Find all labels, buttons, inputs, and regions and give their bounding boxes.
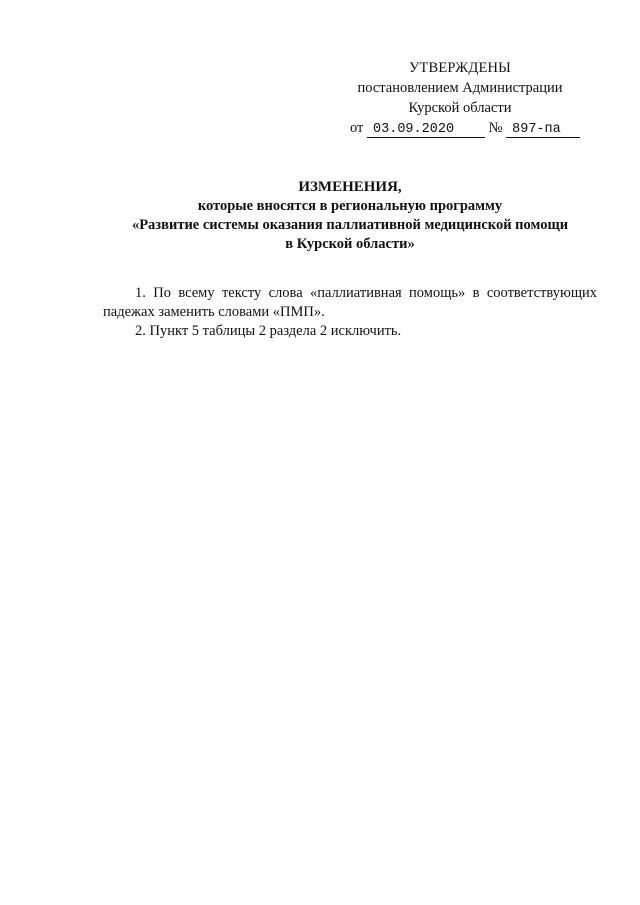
- item-2: 2. Пункт 5 таблицы 2 раздела 2 исключить.: [135, 323, 402, 339]
- heading-line-3: в Курской области»: [285, 236, 415, 252]
- approval-region: Курской области: [408, 100, 512, 116]
- approval-block: [330, 58, 590, 138]
- document-heading: [60, 178, 640, 254]
- document-body: [103, 284, 597, 341]
- approval-date-line: [330, 118, 590, 138]
- heading-line-2: «Развитие системы оказания паллиативной медицинской помощи: [131, 217, 569, 233]
- date-prefix: от: [350, 120, 364, 136]
- approval-issuer: постановлением Администрации: [357, 80, 563, 96]
- approval-date: 03.09.2020: [367, 122, 485, 138]
- approval-title: УТВЕРЖДЕНЫ: [408, 60, 512, 76]
- heading-line-1: которые вносятся в региональную программу: [197, 198, 503, 214]
- number-prefix: №: [488, 120, 503, 136]
- approval-number: 897-па: [506, 122, 580, 138]
- item-1: 1. По всему тексту слова «паллиативная помощь» в соответствующих падежах заменить словами «ПМП».: [103, 285, 597, 320]
- heading-title: ИЗМЕНЕНИЯ,: [298, 179, 402, 195]
